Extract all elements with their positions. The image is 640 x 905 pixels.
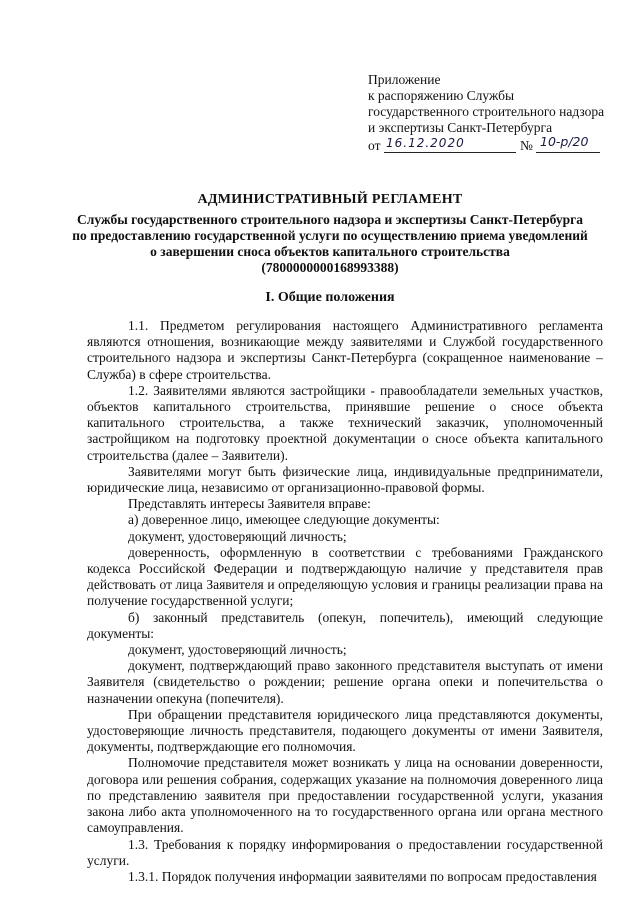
title-sub-2: по предоставлению государственной услуги по осуществлению приема уведомлений <box>72 228 588 243</box>
number-label: № <box>520 138 533 153</box>
document-title <box>70 192 590 276</box>
paragraph: Полномочие представителя может возникать у лица на основании доверенности, договора или решения собрания, содержащих указание на полномочия доверенного лица по представлению заявителя при предоставлении государственной услуги, указания закона либо акта уполномоченного на то государственного органа или органа местного самоуправления. <box>87 755 603 836</box>
number-handwritten: 10-р/20 <box>540 134 589 149</box>
annex-date-number <box>368 134 618 155</box>
paragraph: Заявителями могут быть физические лица, индивидуальные предприниматели, юридические лица, независимо от организационно-правовой формы. <box>87 463 603 496</box>
paragraph: 1.1. Предметом регулирования настоящего Административного регламента являются отношения, возникающие между заявителями и Службой государственного строительного надзора и экспертизы Санкт-Петербурга (сокращенное наименование – Служба) в сфере строительства. <box>87 318 603 382</box>
paragraph: а) доверенное лицо, имеющее следующие документы: <box>128 512 440 528</box>
annex-line-1: Приложение <box>368 72 441 87</box>
paragraph: При обращении представителя юридического лица представляются документы, удостоверяющие личность представителя, подающего документы от имени Заявителя, документы, подтверждающие его полномочия. <box>87 706 603 755</box>
paragraph: документ, удостоверяющий личность; <box>128 528 347 544</box>
title-main: АДМИНИСТРАТИВНЫЙ РЕГЛАМЕНТ <box>197 192 463 207</box>
section-heading: I. Общие положения <box>265 290 395 305</box>
paragraph: Представлять интересы Заявителя вправе: <box>128 496 371 512</box>
annex-line-3: государственного строительного надзора <box>368 104 605 119</box>
annex-block <box>368 72 618 155</box>
paragraph: документ, подтверждающий право законного представителя выступать от имени Заявителя (свидетельство о рождении; решение органа опеки и попечительства о назначении опекуна (попечителя). <box>87 658 603 706</box>
title-sub-1: Службы государственного строительного надзора и экспертизы Санкт-Петербурга <box>77 212 583 227</box>
paragraph: доверенность, оформленную в соответствии с требованиями Гражданского кодекса Российской Федерации и подтверждающую наличие у представителя прав действовать от лица Заявителя и определяющую условия и границы реализации права на получение государственной услуги; <box>87 544 603 609</box>
annex-line-4: и экспертизы Санкт-Петербурга <box>368 120 553 135</box>
annex-line-2: к распоряжению Службы <box>368 88 515 103</box>
paragraph: 1.3. Требования к порядку информирования о предоставлении государственной услуги. <box>87 836 603 868</box>
title-sub-4: (7800000000168993388) <box>261 260 399 275</box>
date-handwritten: 16.12.2020 <box>386 136 465 150</box>
paragraph: 1.3.1. Порядок получения информации заявителями по вопросам предоставления <box>128 868 597 884</box>
paragraph: документ, удостоверяющий личность; <box>128 642 347 658</box>
paragraph: 1.2. Заявителями являются застройщики - правообладатели земельных участков, объектов капитального строительства, принявшие решение о сносе объекта капитального строительства, а также технический заказчик, уполномоченный застройщиком на подготовку проектной документации о сносе объекта капитального строительства (далее – Заявители). <box>87 382 603 463</box>
body-text <box>87 318 603 885</box>
date-label: от <box>368 138 381 153</box>
paragraph: б) законный представитель (опекун, попечитель), имеющий следующие документы: <box>87 609 603 641</box>
title-sub-3: о завершении сноса объектов капитального строительства <box>150 244 510 259</box>
